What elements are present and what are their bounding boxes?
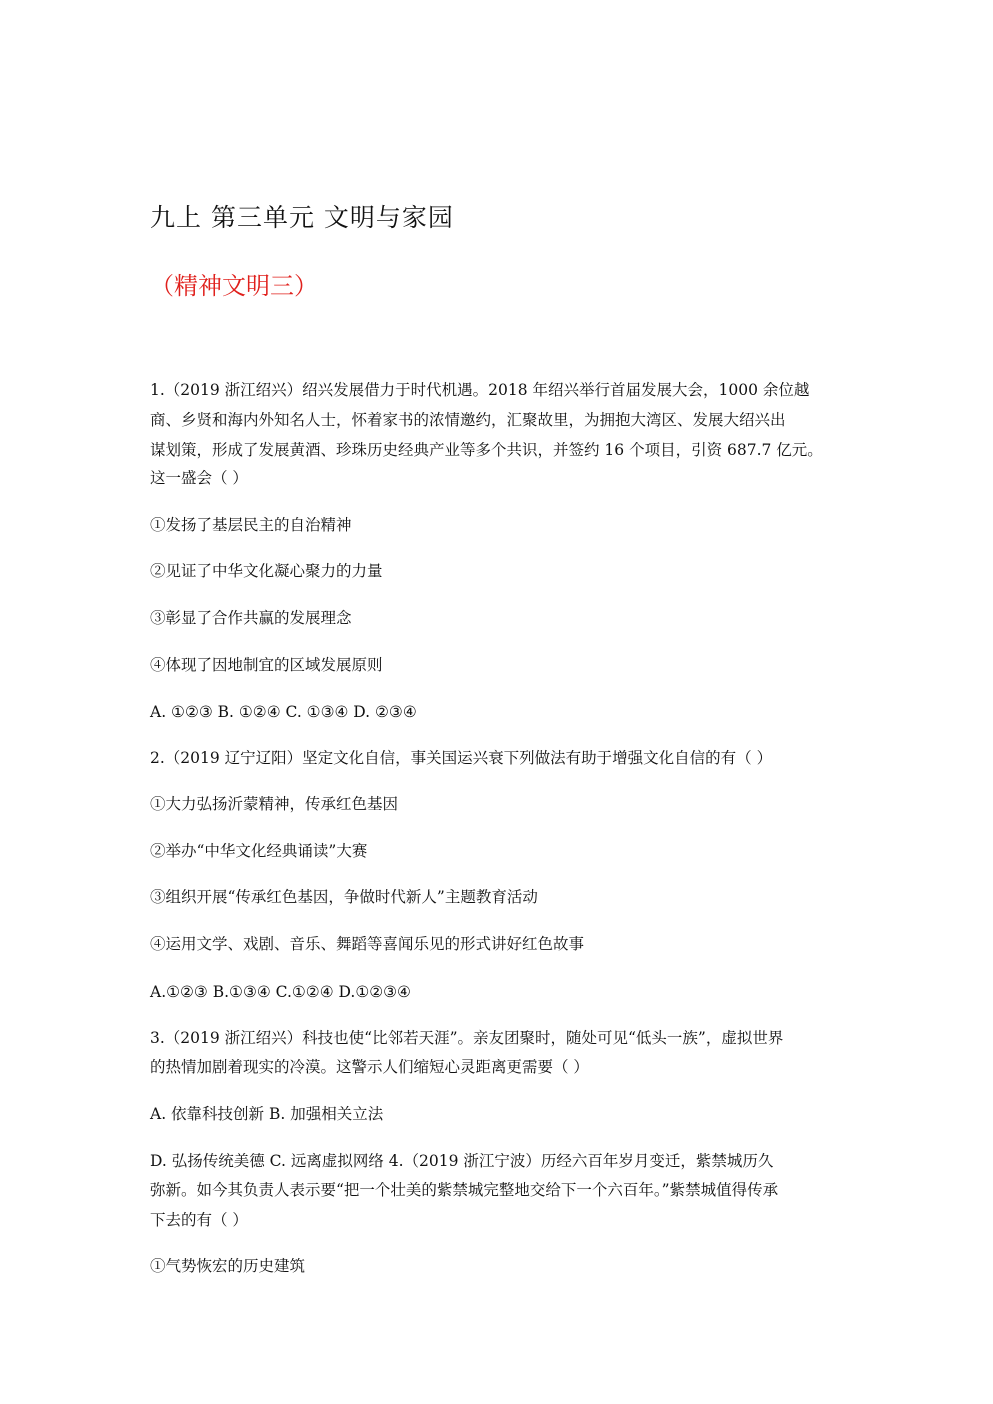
q1-option-4: ④体现了因地制宜的区域发展原则: [150, 656, 383, 674]
page-title: 九上 第三单元 文明与家园: [150, 203, 454, 232]
q3-stem-line-2: 的热情加剧着现实的冷漠。这警示人们缩短心灵距离更需要（ ）: [150, 1058, 589, 1076]
q4-stem-line-3: 下去的有（ ）: [150, 1211, 248, 1229]
q1-option-2: ②见证了中华文化凝心聚力的力量: [150, 562, 383, 580]
q1-option-3: ③彰显了合作共赢的发展理念: [150, 609, 352, 627]
q1-stem-line-2: 商、乡贤和海内外知名人士，怀着家书的浓情邀约，汇聚故里，为拥抱大湾区、发展大绍兴出: [150, 411, 786, 429]
q3-stem-line-1: 3.（2019 浙江绍兴）科技也使“比邻若天涯”。亲友团聚时，随处可见“低头一族”，虚拟世界: [150, 1029, 784, 1047]
q1-stem-line-1: 1.（2019 浙江绍兴）绍兴发展借力于时代机遇。2018 年绍兴举行首届发展大会，1000 余位越: [150, 381, 810, 399]
q1-stem-line-4: 这一盛会（ ）: [150, 469, 248, 487]
q2-stem: 2.（2019 辽宁辽阳）坚定文化自信，事关国运兴衰下列做法有助于增强文化自信的有（ ）: [150, 749, 773, 767]
q1-stem-line-3: 谋划策，形成了发展黄酒、珍珠历史经典产业等多个共识，并签约 16 个项目，引资 687.7 亿元。: [150, 441, 823, 459]
q2-option-1: ①大力弘扬沂蒙精神，传承红色基因: [150, 795, 399, 813]
q4-stem-line-2: 弥新。如今其负责人表示要“把一个壮美的紫禁城完整地交给下一个六百年。”紫禁城值得传承: [150, 1181, 779, 1199]
q2-option-4: ④运用文学、戏剧、音乐、舞蹈等喜闻乐见的形式讲好红色故事: [150, 935, 585, 953]
q1-option-1: ①发扬了基层民主的自治精神: [150, 516, 352, 534]
q2-option-2: ②举办“中华文化经典诵读”大赛: [150, 842, 368, 860]
q3-choices-dc-q4-line-1: D. 弘扬传统美德 C. 远离虚拟网络 4.（2019 浙江宁波）历经六百年岁月变迁，紫禁城历久: [150, 1152, 774, 1170]
page-subtitle: （精神文明三）: [150, 272, 318, 300]
q1-choices: A. ①②③ B. ①②④ C. ①③④ D. ②③④: [150, 703, 417, 721]
q2-choices: A.①②③ B.①③④ C.①②④ D.①②③④: [150, 983, 411, 1001]
q3-choices-ab: A. 依靠科技创新 B. 加强相关立法: [150, 1105, 384, 1123]
q4-option-1: ①气势恢宏的历史建筑: [150, 1257, 306, 1275]
q2-option-3: ③组织开展“传承红色基因，争做时代新人”主题教育活动: [150, 888, 538, 906]
